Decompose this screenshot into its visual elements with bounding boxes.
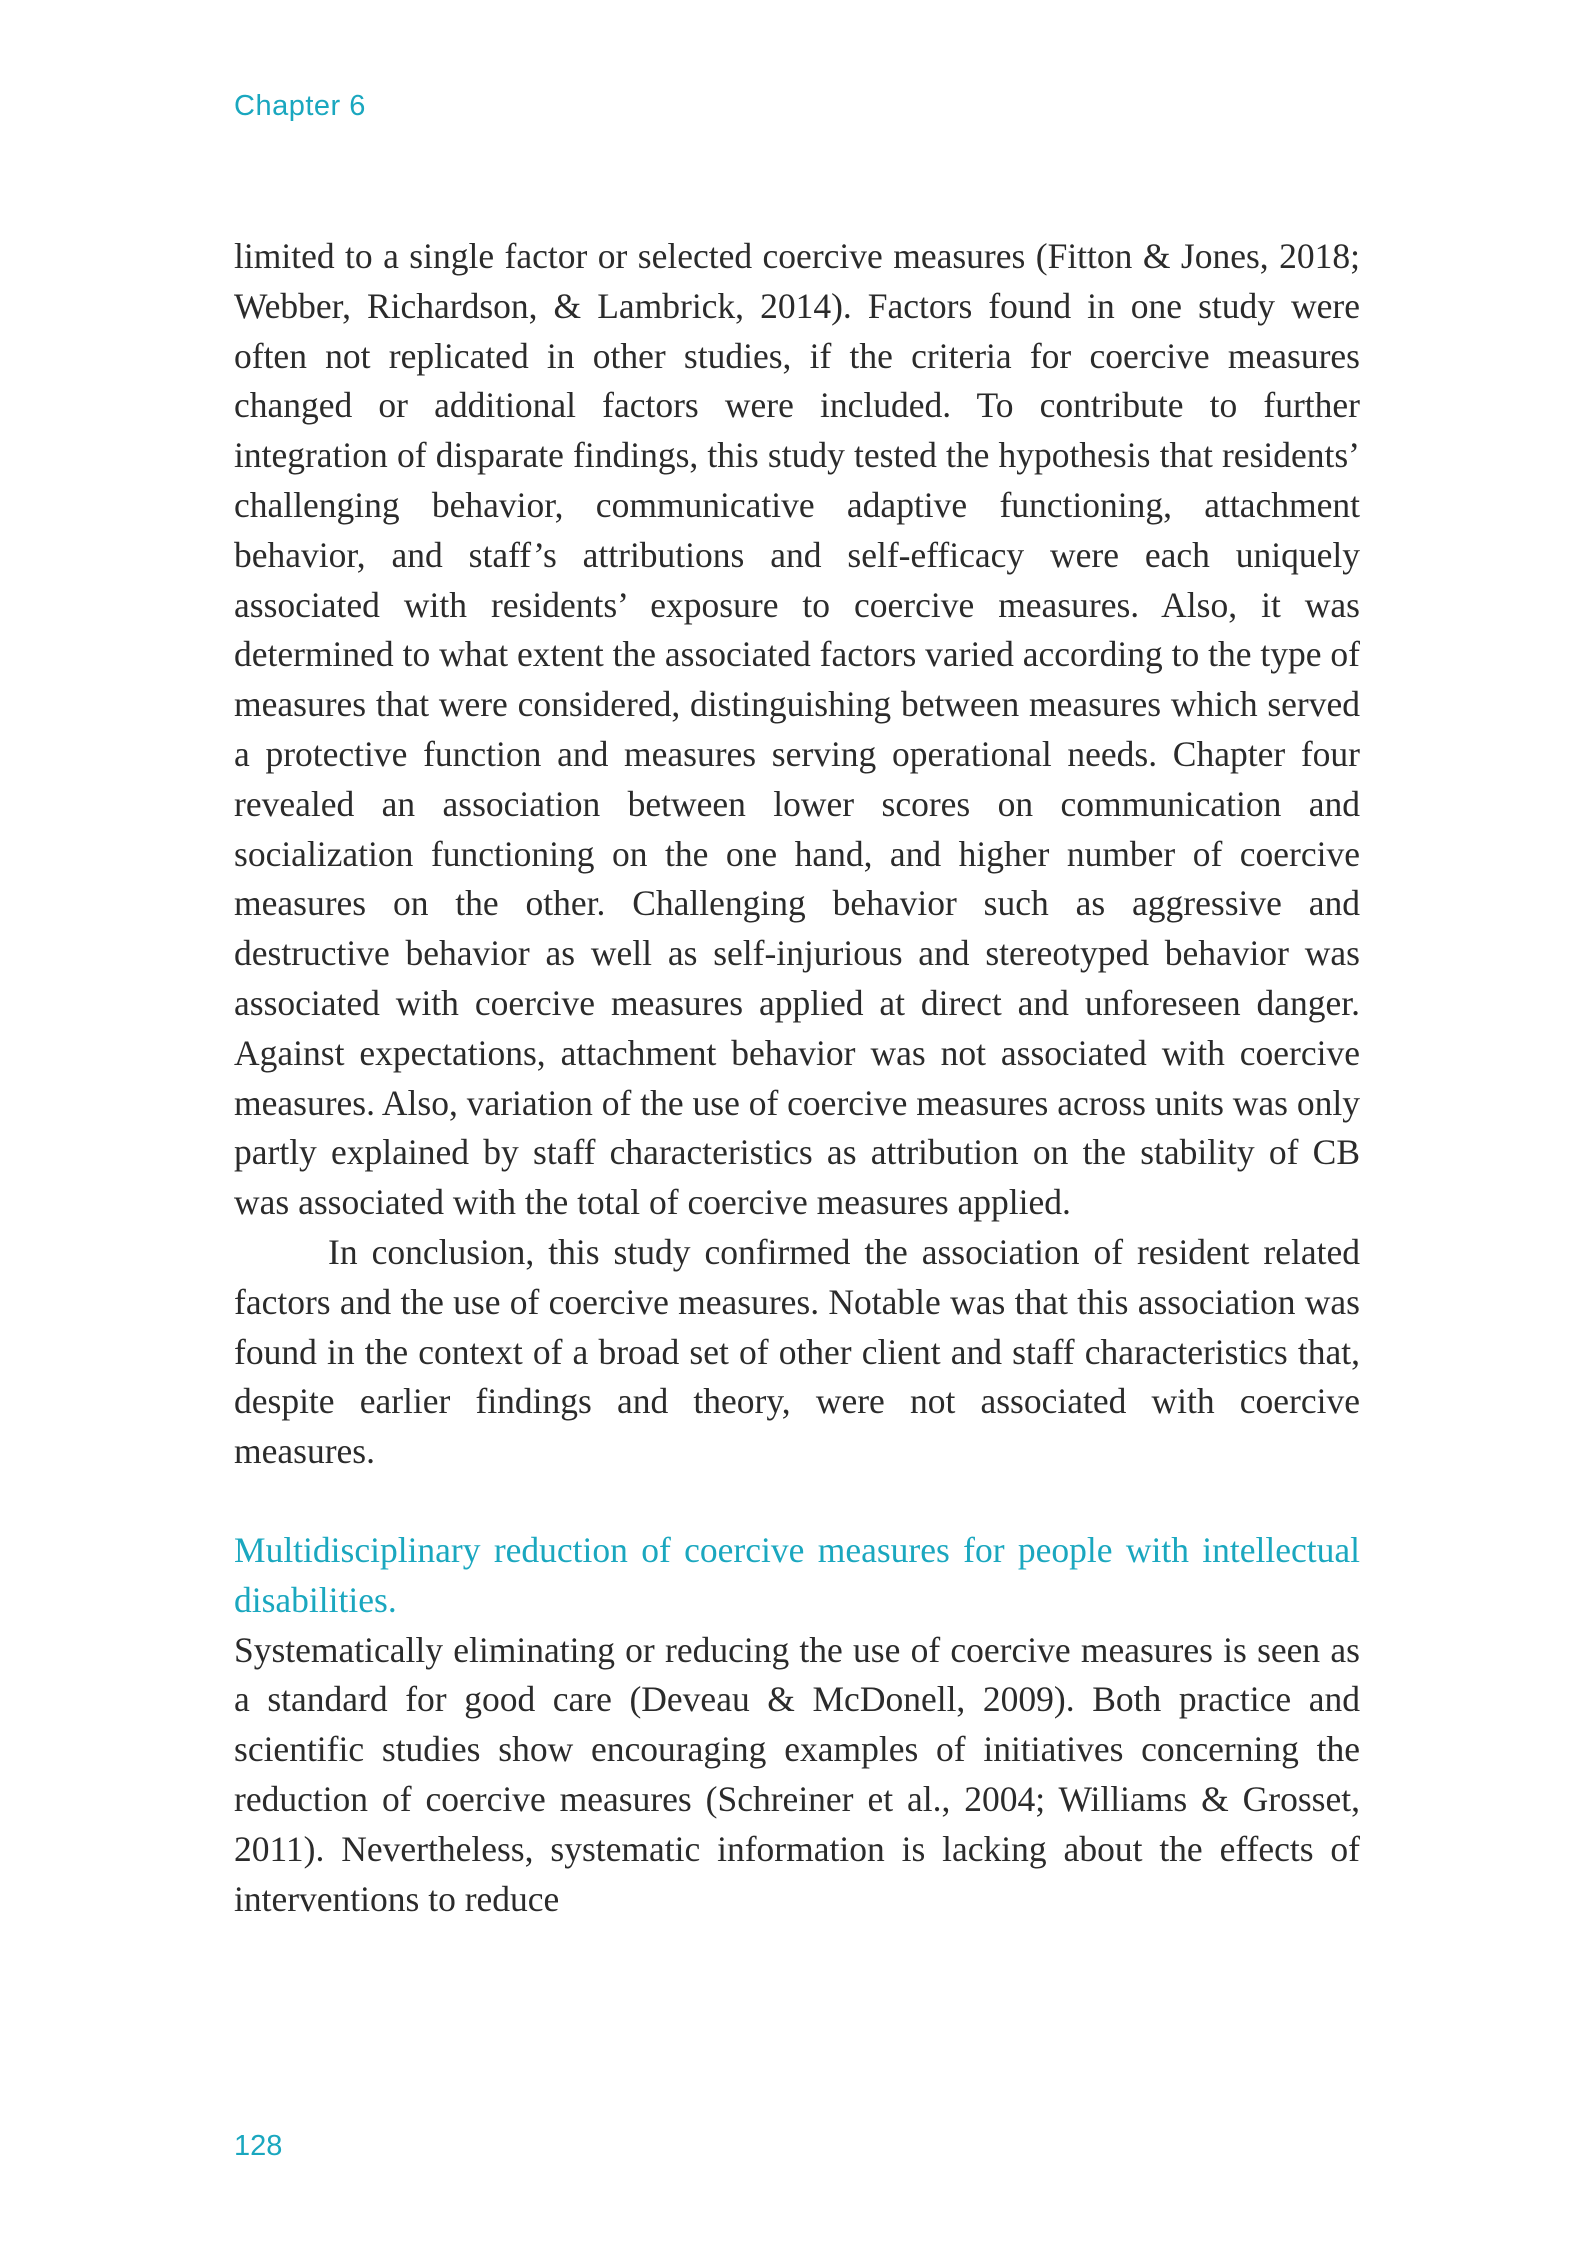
running-header-chapter: Chapter 6 xyxy=(234,90,366,122)
page-number: 128 xyxy=(234,2130,283,2162)
paragraph: limited to a single factor or selected coercive measures (Fitton & Jones, 2018; Webber, Richardson, & Lambrick, 2014). Factors found in one study were often not replicated in other studies, if the criteria for coercive measures changed or additional factors were included. To contribute to further integration of disparate findings, this study tested the hypothesis that residents’ challenging behavior, communicative adaptive functioning, attachment behavior, and staff’s attributions and self-efficacy were each uniquely associated with residents’ exposure to coercive measures. Also, it was determined to what extent the associated factors varied according to the type of measures that were considered, distinguishing between measures which served a protective function and measures serving operational needs. Chapter four revealed an association between lower scores on communication and socialization functioning on the one hand, and higher number of coercive measures on the other. Challenging behavior such as aggressive and destructive behavior as well as self-injurious and stereotyped behavior was associated with coercive measures applied at direct and unforeseen danger. Against expectations, attachment behavior was not associated with coercive measures. Also, variation of the use of coercive measures across units was only partly explained by staff characteristics as attribution on the stability of CB was associated with the total of coercive measures applied. xyxy=(234,236,1360,1223)
body-text xyxy=(234,232,1360,1924)
section-heading: Multidisciplinary reduction of coercive measures for people with intellectual disabilities. xyxy=(234,1529,1360,1620)
paragraph: In conclusion, this study confirmed the association of resident related factors and the use of coercive measures. Notable was that this association was found in the context of a broad set of other client and staff characteristics that, despite earlier findings and theory, were not associated with coercive measures. xyxy=(234,1231,1360,1472)
paragraph: Systematically eliminating or reducing the use of coercive measures is seen as a standard for good care (Deveau & McDonell, 2009). Both practice and scientific studies show encouraging examples of initiatives concerning the reduction of coercive measures (Schreiner et al., 2004; Williams & Grosset, 2011). Nevertheless, systematic information is lacking about the effects of interventions to reduce xyxy=(234,1629,1360,1919)
